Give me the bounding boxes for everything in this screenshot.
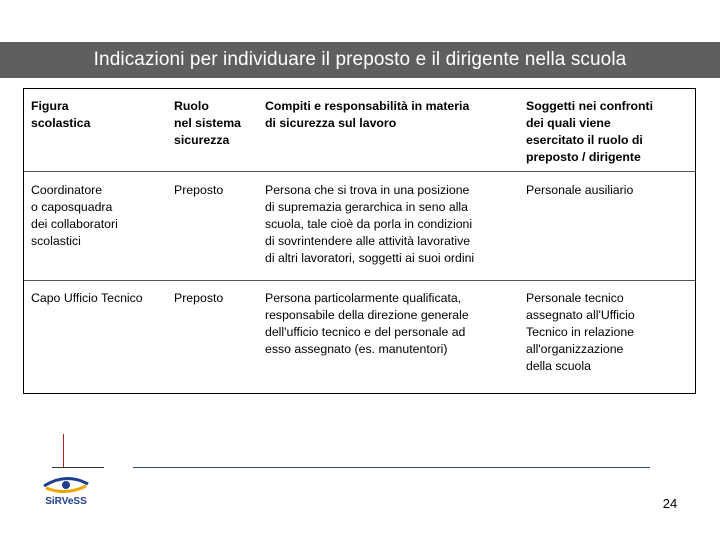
logo-text: SiRVeSS <box>45 496 87 507</box>
cell-compiti: Persona che si trova in una posizione di supremazia gerarchica in seno alla scuola, tale cioè da porla in condizioni di sovrintendere alle attività lavorative di altri lavoratori, soggetti ai suoi ordini <box>265 183 475 265</box>
header-figura: Figura scolastica <box>31 99 91 130</box>
logo-accent-line <box>63 434 64 467</box>
slide-title: Indicazioni per individuare il preposto e il dirigente nella scuola <box>93 49 627 70</box>
page-number: 24 <box>662 496 678 511</box>
cell-soggetti: Personale ausiliario <box>526 183 634 197</box>
logo-underline <box>52 467 104 468</box>
logo-eye-icon <box>38 472 94 496</box>
table-row <box>24 171 695 273</box>
cell-ruolo: Preposto <box>174 183 224 197</box>
header-ruolo: Ruolo nel sistema sicurezza <box>174 99 241 147</box>
footer-divider <box>133 467 650 468</box>
cell-compiti: Persona particolarmente qualificata, responsabile della direzione generale dell'ufficio tecnico e del personale ad esso assegnato (es. manutentori) <box>265 291 469 356</box>
table-row <box>24 280 695 381</box>
sirvess-logo <box>38 472 94 510</box>
header-compiti: Compiti e responsabilità in materia di sicurezza sul lavoro <box>265 99 470 130</box>
cell-figura: Capo Ufficio Tecnico <box>31 291 143 305</box>
header-soggetti: Soggetti nei confronti dei quali viene esercitato il ruolo di preposto / dirigente <box>526 99 654 164</box>
cell-ruolo: Preposto <box>174 291 224 305</box>
cell-figura: Coordinatore o caposquadra dei collaboratori scolastici <box>31 183 118 248</box>
title-bar <box>0 42 720 78</box>
roles-table <box>23 88 696 394</box>
cell-soggetti: Personale tecnico assegnato all'Ufficio Tecnico in relazione all'organizzazione della scuola <box>526 291 635 373</box>
